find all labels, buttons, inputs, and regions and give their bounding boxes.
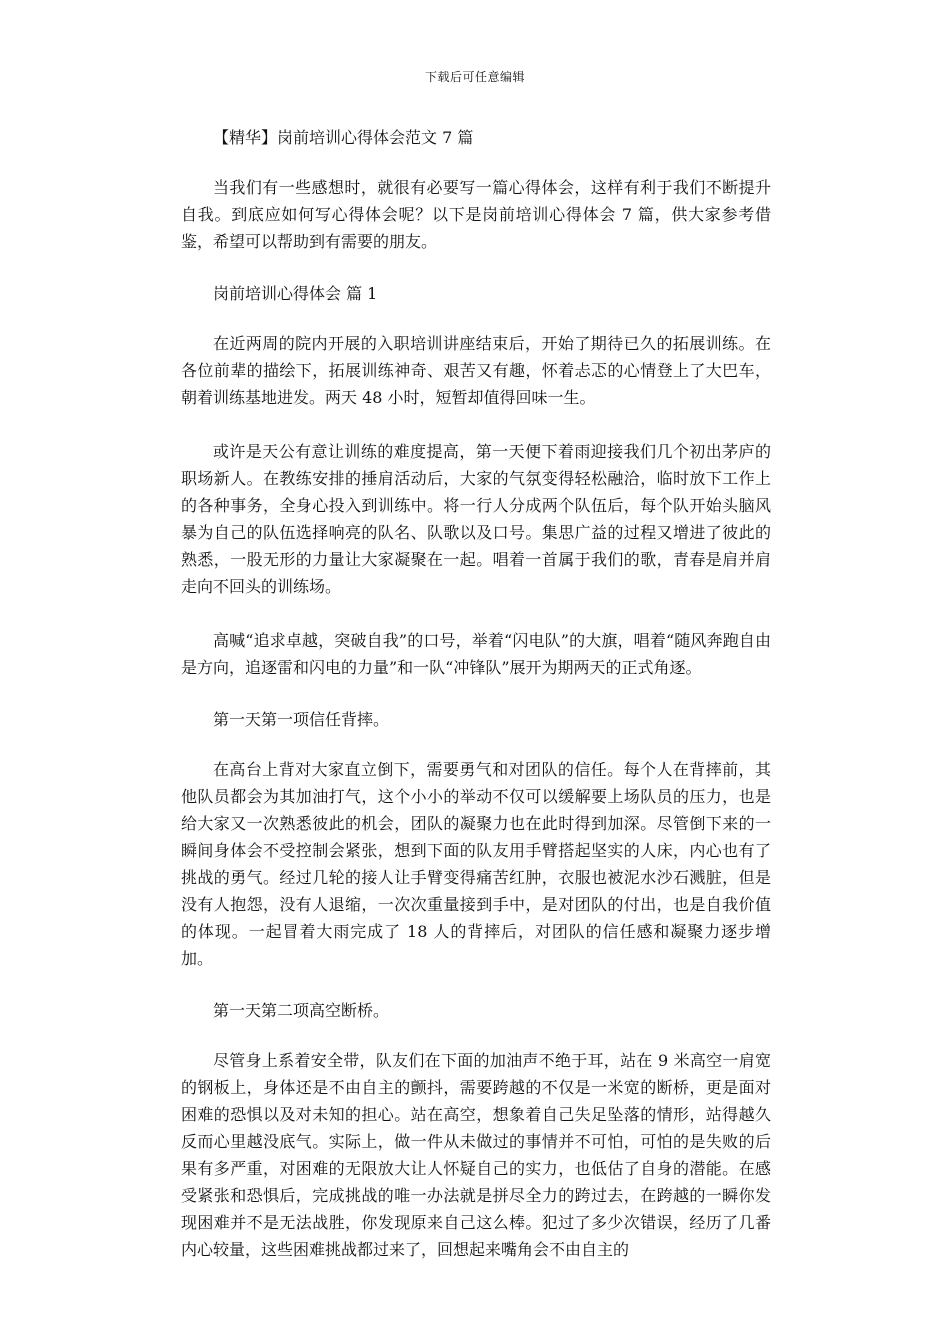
paragraph-2: 或许是天公有意让训练的难度提高，第一天便下着雨迎接我们几个初出茅庐的职场新人。在教练安排的捶肩活动后，大家的气氛变得轻松融洽，临时放下工作上的各种事务，全身心投入到训练中。将一行人分成两个队伍后，每个队开始头脑风暴为自己的队伍选择响亮的队名、队歌以及口号。集思广益的过程又增进了彼此的熟悉，一股无形的力量让大家凝聚在一起。唱着一首属于我们的歌，青春是肩并肩走向不回头的训练场。 (181, 442, 771, 596)
document-body (181, 126, 771, 1263)
section-heading: 岗前培训心得体会 篇 1 (213, 284, 378, 303)
paragraph-5: 尽管身上系着安全带，队友们在下面的加油声不绝于耳，站在 9 米高空一肩宽的钢板上，身体还是不由自主的颤抖，需要跨越的不仅是一米宽的断桥，更是面对困难的恐惧以及对未知的担心。站在高空，想象着自己失足坠落的情形，站得越久反而心里越没底气。实际上，做一件从未做过的事情并不可怕，可怕的是失败的后果有多严重，对困难的无限放大让人怀疑自己的实力，也低估了自身的潜能。在感受紧张和恐惧后，完成挑战的唯一办法就是拼尽全力的跨过去，在跨越的一瞬你发现困难并不是无法战胜，你发现原来自己这么棒。犯过了多少次错误，经历了几番内心较量，这些困难挑战都过来了，回想起来嘴角会不由自主的 (181, 1051, 771, 1259)
subheading-high-bridge: 第一天第二项高空断桥。 (213, 1001, 390, 1020)
paragraph-1: 在近两周的院内开展的入职培训讲座结束后，开始了期待已久的拓展训练。在各位前辈的描绘下，拓展训练神奇、艰苦又有趣，怀着忐忑的心情登上了大巴车，朝着训练基地进发。两天 48 小时，短暂却值得回味一生。 (181, 334, 771, 407)
header-note: 下载后可任意编辑 (424, 70, 525, 84)
paragraph-3: 高喊“追求卓越，突破自我”的口号，举着“闪电队”的大旗，唱着“随风奔跑自由是方向，追逐雷和闪电的力量”和一队“冲锋队”展开为期两天的正式角逐。 (181, 631, 771, 677)
intro-paragraph: 当我们有一些感想时，就很有必要写一篇心得体会，这样有利于我们不断提升自我。到底应如何写心得体会呢？以下是岗前培训心得体会 7 篇，供大家参考借鉴，希望可以帮助到有需要的朋友。 (181, 178, 771, 251)
document-title: 【精华】岗前培训心得体会范文 7 篇 (213, 128, 474, 147)
subheading-trust-fall: 第一天第一项信任背摔。 (213, 710, 390, 729)
paragraph-4: 在高台上背对大家直立倒下，需要勇气和对团队的信任。每个人在背摔前，其他队员都会为其加油打气，这个小小的举动不仅可以缓解要上场队员的压力，也是给大家又一次熟悉彼此的机会，团队的凝聚力也在此时得到加深。尽管倒下来的一瞬间身体会不受控制会紧张，想到下面的队友用手臂搭起坚实的人床，内心也有了挑战的勇气。经过几轮的接人让手臂变得痛苦红肿，衣服也被泥水沙石溅脏，但是没有人抱怨，没有人退缩，一次次重量接到手中，是对团队的付出，也是自我价值的体现。一起冒着大雨完成了 18 人的背摔后，对团队的信任感和凝聚力逐步增加。 (181, 760, 771, 968)
